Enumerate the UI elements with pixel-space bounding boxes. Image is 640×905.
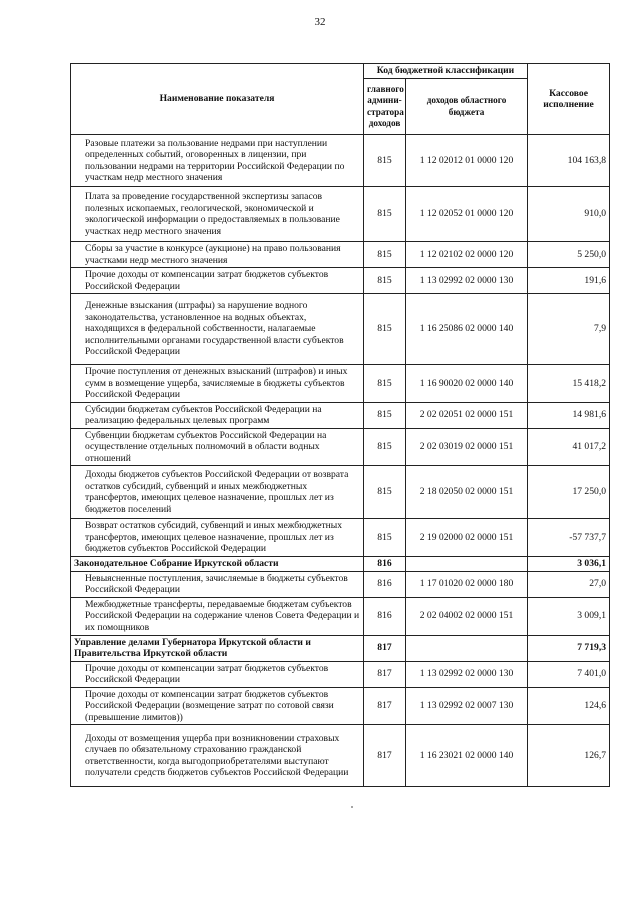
- row-name: Прочие доходы от компенсации затрат бюджетов субъектов Российской Федерации: [71, 268, 364, 294]
- row-name: Законодательное Собрание Иркутской области: [71, 557, 364, 572]
- row-admin-code: 815: [364, 402, 406, 428]
- table-row: [71, 135, 610, 187]
- row-income-code: 2 02 02051 02 0000 151: [406, 402, 528, 428]
- row-amount: 3 036,1: [528, 557, 610, 572]
- table-row: [71, 661, 610, 687]
- row-amount: 104 163,8: [528, 135, 610, 187]
- row-name: Прочие доходы от компенсации затрат бюджетов субъектов Российской Федерации (возмещение затрат по сотовой связи (превышение лимитов)): [71, 687, 364, 725]
- table-row: [71, 597, 610, 635]
- section-row: [71, 557, 610, 572]
- table-row: [71, 268, 610, 294]
- header-code-group: Код бюджетной классификации: [364, 64, 528, 79]
- row-amount: 3 009,1: [528, 597, 610, 635]
- row-admin-code: 816: [364, 597, 406, 635]
- section-row: [71, 635, 610, 661]
- table-row: [71, 428, 610, 466]
- row-income-code: 1 16 23021 02 0000 140: [406, 725, 528, 787]
- row-income-code: 1 16 90020 02 0000 140: [406, 365, 528, 403]
- row-name: Разовые платежи за пользование недрами при наступлении определенных событий, оговоренных в лицензии, при пользовании недрами на территории Российской Федерации по участкам недр местного значения: [71, 135, 364, 187]
- row-income-code: [406, 557, 528, 572]
- row-admin-code: 815: [364, 187, 406, 242]
- row-admin-code: 815: [364, 466, 406, 519]
- row-name: Субсидии бюджетам субъектов Российской Федерации на реализацию федеральных целевых программ: [71, 402, 364, 428]
- row-income-code: 2 18 02050 02 0000 151: [406, 466, 528, 519]
- header-income: доходов областного бюджета: [406, 79, 528, 135]
- row-admin-code: 817: [364, 687, 406, 725]
- row-admin-code: 815: [364, 365, 406, 403]
- row-admin-code: 816: [364, 557, 406, 572]
- row-admin-code: 816: [364, 571, 406, 597]
- row-name: Возврат остатков субсидий, субвенций и иных межбюджетных трансфертов, имеющих целевое назначение, прошлых лет из бюджетов субъектов Российской Федерации: [71, 519, 364, 557]
- budget-table: [70, 63, 610, 787]
- row-name: Плата за проведение государственной экспертизы запасов полезных ископаемых, геологической, экономической и экологической информации о предоставляемых в пользование участках недр местного значения: [71, 187, 364, 242]
- row-name: Прочие доходы от компенсации затрат бюджетов субъектов Российской Федерации: [71, 661, 364, 687]
- row-income-code: 2 02 04002 02 0000 151: [406, 597, 528, 635]
- row-admin-code: 815: [364, 519, 406, 557]
- row-admin-code: 815: [364, 242, 406, 268]
- table-row: [71, 571, 610, 597]
- row-income-code: 1 16 25086 02 0000 140: [406, 294, 528, 365]
- row-admin-code: 815: [364, 294, 406, 365]
- row-name: Прочие поступления от денежных взысканий (штрафов) и иных сумм в возмещение ущерба, зачисляемые в бюджеты субъектов Российской Федерации: [71, 365, 364, 403]
- row-admin-code: 815: [364, 135, 406, 187]
- row-name: Управление делами Губернатора Иркутской области и Правительства Иркутской области: [71, 635, 364, 661]
- row-income-code: 2 19 02000 02 0000 151: [406, 519, 528, 557]
- row-amount: 124,6: [528, 687, 610, 725]
- row-amount: -57 737,7: [528, 519, 610, 557]
- row-income-code: 1 13 02992 02 0000 130: [406, 661, 528, 687]
- row-admin-code: 815: [364, 428, 406, 466]
- row-name: Невыясненные поступления, зачисляемые в бюджеты субъектов Российской Федерации: [71, 571, 364, 597]
- row-admin-code: 817: [364, 725, 406, 787]
- row-income-code: 1 12 02052 01 0000 120: [406, 187, 528, 242]
- header-admin: главного админи-стратора доходов: [364, 79, 406, 135]
- row-income-code: 1 13 02992 02 0007 130: [406, 687, 528, 725]
- row-amount: 7 401,0: [528, 661, 610, 687]
- row-amount: 27,0: [528, 571, 610, 597]
- row-admin-code: 817: [364, 635, 406, 661]
- row-admin-code: 817: [364, 661, 406, 687]
- row-amount: 41 017,2: [528, 428, 610, 466]
- row-income-code: 1 13 02992 02 0000 130: [406, 268, 528, 294]
- row-amount: 910,0: [528, 187, 610, 242]
- row-amount: 7,9: [528, 294, 610, 365]
- row-income-code: 2 02 03019 02 0000 151: [406, 428, 528, 466]
- row-amount: 5 250,0: [528, 242, 610, 268]
- row-amount: 14 981,6: [528, 402, 610, 428]
- row-amount: 15 418,2: [528, 365, 610, 403]
- row-admin-code: 815: [364, 268, 406, 294]
- row-name: Доходы бюджетов субъектов Российской Федерации от возврата остатков субсидий, субвенций и иных межбюджетных трансфертов, имеющих целевое назначение, прошлых лет из бюджетов поселений: [71, 466, 364, 519]
- row-income-code: 1 12 02012 01 0000 120: [406, 135, 528, 187]
- row-name: Денежные взыскания (штрафы) за нарушение водного законодательства, установленное на водных объектах, находящихся в федеральной собственности, налагаемые исполнительными органами государственной власти субъектов Российской Федерации: [71, 294, 364, 365]
- table-row: [71, 402, 610, 428]
- table-row: [71, 466, 610, 519]
- table-row: [71, 187, 610, 242]
- table-row: [71, 725, 610, 787]
- header-name: Наименование показателя: [71, 64, 364, 135]
- table-row: [71, 687, 610, 725]
- row-income-code: 1 17 01020 02 0000 180: [406, 571, 528, 597]
- row-income-code: 1 12 02102 02 0000 120: [406, 242, 528, 268]
- header-cash: Кассовое исполнение: [528, 64, 610, 135]
- row-name: Субвенции бюджетам субъектов Российской Федерации на осуществление отдельных полномочий в области водных отношений: [71, 428, 364, 466]
- row-name: Межбюджетные трансферты, передаваемые бюджетам субъектов Российской Федерации на содержание членов Совета Федерации и их помощников: [71, 597, 364, 635]
- row-name: Доходы от возмещения ущерба при возникновении страховых случаев по обязательному страхованию гражданской ответственности, когда выгодоприобретателями выступают получатели средств бюджетов субъектов Российской Федерации: [71, 725, 364, 787]
- table-row: [71, 519, 610, 557]
- scan-dot: [351, 806, 353, 808]
- table-row: [71, 294, 610, 365]
- row-amount: 17 250,0: [528, 466, 610, 519]
- row-amount: 126,7: [528, 725, 610, 787]
- page-number: 32: [314, 16, 326, 28]
- row-amount: 7 719,3: [528, 635, 610, 661]
- row-income-code: [406, 635, 528, 661]
- row-amount: 191,6: [528, 268, 610, 294]
- table-body: [71, 135, 610, 787]
- row-name: Сборы за участие в конкурсе (аукционе) на право пользования участками недр местного значения: [71, 242, 364, 268]
- table-row: [71, 242, 610, 268]
- table-row: [71, 365, 610, 403]
